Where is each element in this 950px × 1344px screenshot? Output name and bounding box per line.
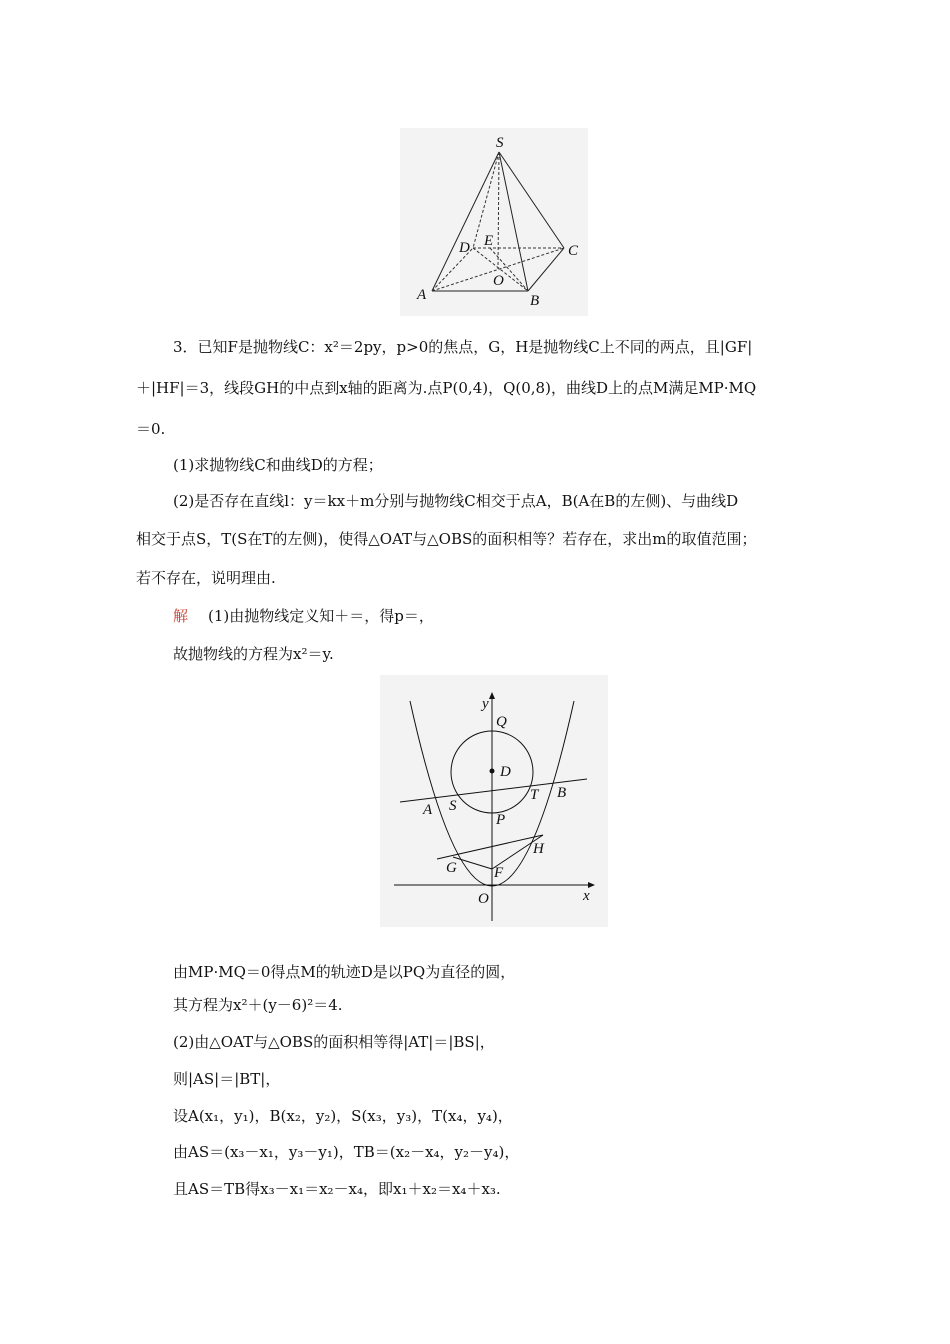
parabola-figure	[380, 675, 608, 927]
point-label-g: G	[446, 860, 457, 876]
solution-line-7: 设A(x₁，y₁)，B(x₂，y₂)，S(x₃，y₃)，T(x₄，y₄)，	[173, 1107, 513, 1125]
axis-label-y: y	[482, 696, 489, 712]
point-label-s: S	[449, 798, 457, 814]
point-label-e: E	[484, 233, 494, 249]
problem-part-2-line-2: 相交于点S，T(S在T的左侧)，使得△OAT与△OBS的面积相等？若存在，求出m的取值范围；	[136, 530, 757, 548]
solution-line-9: 且AS＝TB得x₃－x₁＝x₂－x₄，即x₁＋x₂＝x₄＋x₃.	[173, 1180, 501, 1198]
problem-part-2-line-3: 若不存在，说明理由.	[136, 569, 276, 587]
pyramid-diagram	[400, 128, 588, 316]
point-label-p: P	[496, 812, 506, 828]
problem-part-1: (1)求抛物线C和曲线D的方程；	[173, 456, 383, 474]
vertex-label-c: C	[568, 243, 579, 259]
solution-tag: 解	[173, 607, 189, 625]
pyramid-figure	[400, 128, 588, 316]
axis-label-x: x	[583, 888, 590, 904]
problem-line-3: ＝0.	[136, 420, 166, 438]
parabola-diagram	[380, 675, 608, 927]
problem-part-2-line-1: (2)是否存在直线l：y＝kx＋m分别与抛物线C相交于点A，B(A在B的左侧)、与曲线D	[173, 492, 739, 510]
solution-line-1: (1)由抛物线定义知＋＝，得p＝，	[208, 607, 434, 625]
vertex-label-s: S	[496, 135, 504, 151]
point-label-f: F	[494, 865, 504, 881]
solution-line-4: 其方程为x²＋(y－6)²＝4.	[173, 996, 343, 1014]
point-label-a: A	[423, 802, 433, 818]
problem-line-2: ＋|HF|＝3，线段GH的中点到x轴的距离为.点P(0,4)，Q(0,8)，曲线D上的点M满足MP·MQ	[136, 379, 757, 397]
point-label-d: D	[500, 764, 511, 780]
solution-line-2: 故抛物线的方程为x²＝y.	[173, 645, 334, 663]
solution-line-3: 由MP·MQ＝0得点M的轨迹D是以PQ为直径的圆，	[173, 963, 516, 981]
solution-line-6: 则|AS|＝|BT|，	[173, 1070, 281, 1088]
point-label-q: Q	[496, 714, 507, 730]
problem-line-1: 3．已知F是抛物线C：x²＝2py，p>0的焦点，G，H是抛物线C上不同的两点，且|GF|	[173, 338, 753, 356]
solution-line-5: (2)由△OAT与△OBS的面积相等得|AT|＝|BS|，	[173, 1033, 495, 1051]
point-label-o: O	[493, 273, 504, 289]
vertex-label-b: B	[530, 293, 540, 309]
vertex-label-a: A	[417, 287, 427, 303]
point-label-t: T	[530, 787, 539, 803]
point-label-b: B	[557, 785, 567, 801]
vertex-label-d: D	[459, 240, 470, 256]
solution-line-8: 由AS＝(x₃－x₁，y₃－y₁)，TB＝(x₂－x₄，y₂－y₄)，	[173, 1143, 520, 1161]
point-label-o: O	[478, 891, 489, 907]
point-label-h: H	[533, 841, 544, 857]
